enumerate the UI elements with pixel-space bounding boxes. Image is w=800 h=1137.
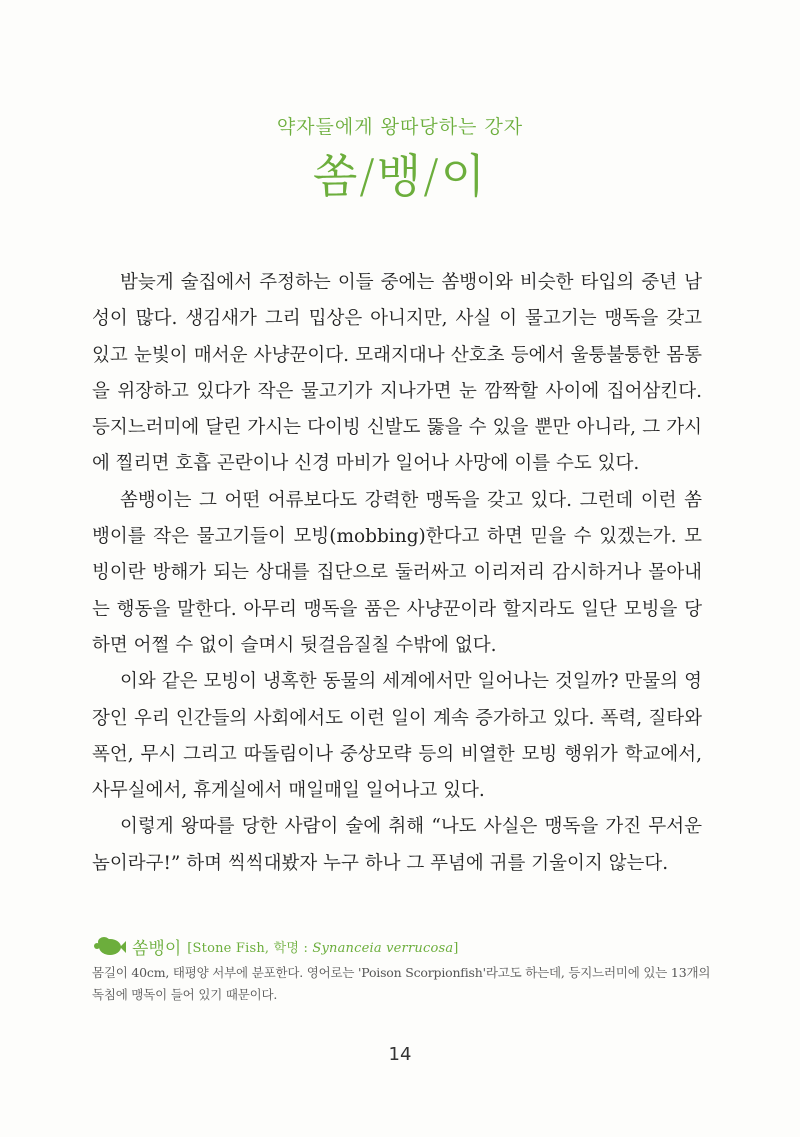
body-text <box>92 265 702 882</box>
species-description: 몸길이 40cm, 태평양 서부에 분포한다. 영어로는 'Poison Scorpionfish'라고도 하는데, 등지느러미에 있는 13개의 독침에 맹독이 들어 있기 때문이다. <box>92 965 711 1002</box>
fish-icon <box>92 935 126 957</box>
paragraph-2: 쏨뱅이는 그 어떤 어류보다도 강력한 맹독을 갖고 있다. 그런데 이런 쏨뱅이를 작은 물고기들이 모빙(mobbing)한다고 하면 믿을 수 있겠는가. 모빙이란 방해가 되는 상대를 집단으로 둘러싸고 이리저리 감시하거나 몰아내는 행동을 말한다. 아무리 맹독을 품은 사냥꾼이라 할지라도 일단 모빙을 당하면 어쩔 수 없이 슬며시 뒷걸음질칠 수밖에 없다. <box>92 489 702 656</box>
page-number: 14 <box>388 1044 412 1065</box>
species-note <box>92 932 712 1006</box>
species-name: 쏨뱅이 <box>132 938 182 959</box>
species-scientific-name <box>187 937 458 956</box>
species-note-header <box>92 932 712 960</box>
species-sci-prefix: [Stone Fish, 학명 : <box>187 940 313 956</box>
chapter-subtitle: 약자들에게 왕따당하는 강자 <box>276 116 524 138</box>
paragraph-1: 밤늦게 술집에서 주정하는 이들 중에는 쏨뱅이와 비슷한 타입의 중년 남성이 많다. 생김새가 그리 밉상은 아니지만, 사실 이 물고기는 맹독을 갖고 있고 눈빛이 매서운 사냥꾼이다. 모래지대나 산호초 등에서 울퉁불퉁한 몸통을 위장하고 있다가 작은 물고기가 지나가면 눈 깜짝할 사이에 집어삼킨다. 등지느러미에 달린 가시는 다이빙 신발도 뚫을 수 있을 뿐만 아니라, 그 가시에 찔리면 호흡 곤란이나 신경 마비가 일어나 사망에 이를 수도 있다. <box>92 272 702 475</box>
paragraph-3: 이와 같은 모빙이 냉혹한 동물의 세계에서만 일어나는 것일까? 만물의 영장인 우리 인간들의 사회에서도 이런 일이 계속 증가하고 있다. 폭력, 질타와 폭언, 무시 그리고 따돌림이나 중상모략 등의 비열한 모빙 행위가 학교에서, 사무실에서, 휴게실에서 매일매일 일어나고 있다. <box>92 671 702 802</box>
species-sci-suffix: ] <box>453 940 459 956</box>
paragraph-4: 이렇게 왕따를 당한 사람이 술에 취해 “나도 사실은 맹독을 가진 무서운 놈이라구!” 하며 씩씩대봤자 누구 하나 그 푸념에 귀를 기울이지 않는다. <box>92 816 702 874</box>
species-latin-name: Synanceia verrucosa <box>312 940 454 956</box>
chapter-title: 쏨/뱅/이 <box>312 149 488 203</box>
